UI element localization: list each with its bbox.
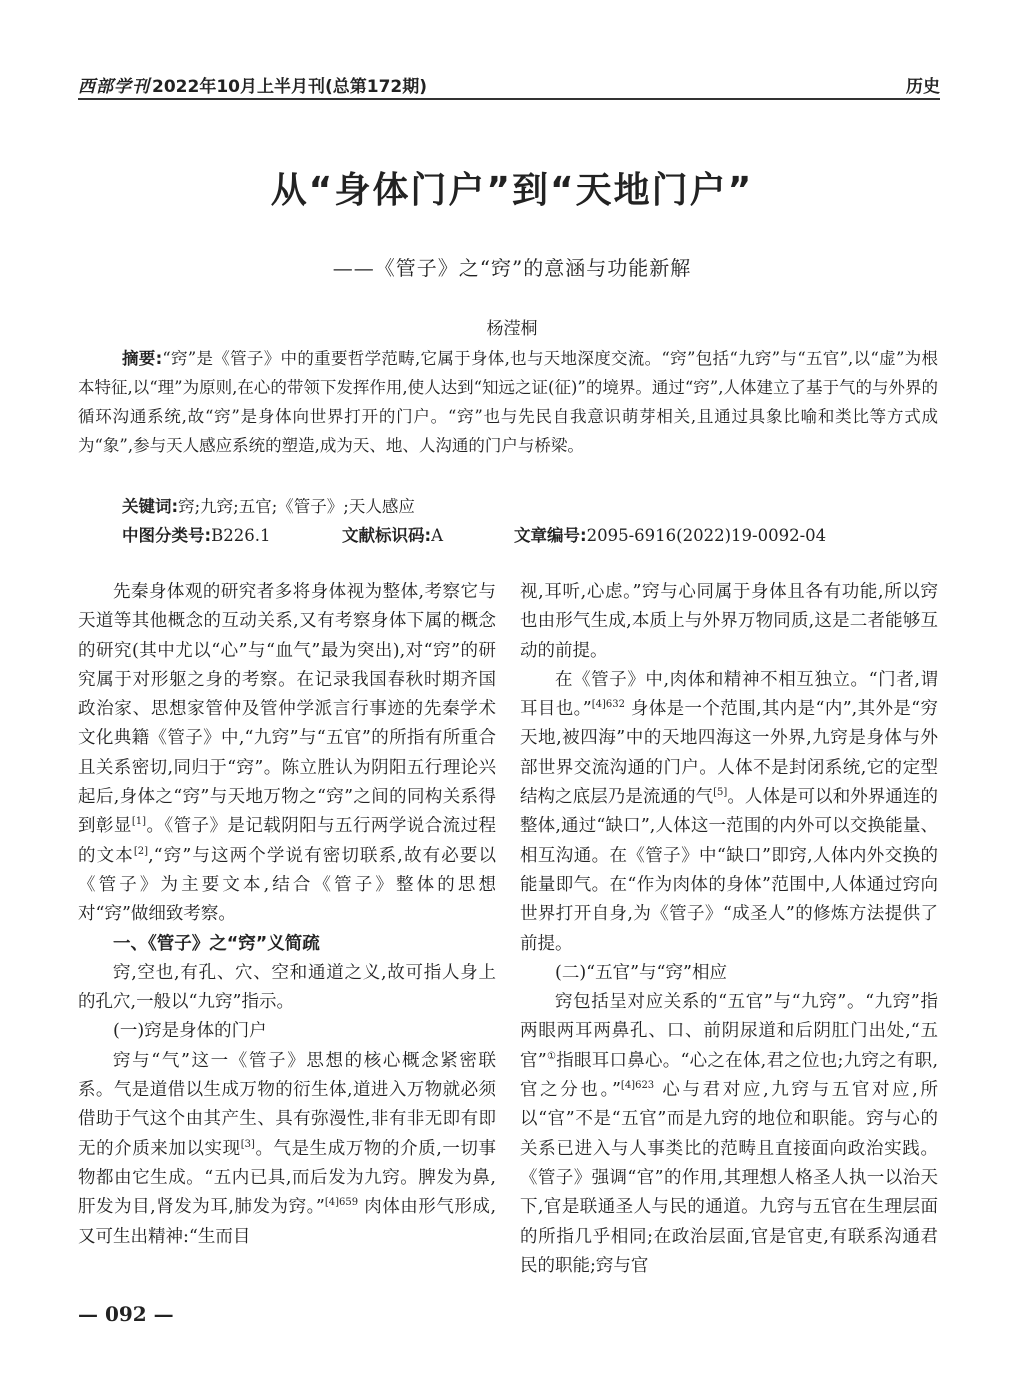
keywords-label: 关键词: (122, 497, 179, 516)
journal-logo: 西部学刊 (78, 77, 150, 97)
section-label: 历史 (906, 77, 940, 97)
left-column (78, 578, 496, 1252)
paragraph: 窍包括呈对应关系的“五官”与“九窍”。“九窍”指两眼两耳两鼻孔、口、前阴尿道和后阴肛门出处,“五官”①指眼耳口鼻心。“心之在体,君之位也;九窍之有职,官之分也。”$^{[4]623}$ 心与君对应,九窍与五官对应,所以“官”不是“五官”而是九窍的地位和职能。窍与心的关系已进入与人事类比的范畴且直接面向政治实践。《管子》强调“官”的作用,其理想人格圣人执一以治天下,官是联通圣人与民的通道。九窍与五官在生理层面的所指几乎相同;在政治层面,官是官吏,有联系沟通君民的职能;窍与官 (520, 992, 939, 1276)
citation: [2] (133, 845, 149, 857)
keywords-text: 窍;九窍;五官;《管子》;天人感应 (178, 497, 415, 516)
abstract-label: 摘要: (122, 349, 163, 368)
article-number-label: 文章编号: (514, 526, 587, 545)
journal-issue (78, 72, 427, 97)
doc-code-label: 文献标识码: (342, 526, 432, 545)
citation: [4]632 (591, 699, 625, 711)
citation: [1] (131, 816, 146, 828)
citation: [4]623 (620, 1080, 655, 1092)
doc-code-value: A (431, 526, 444, 545)
subsection-heading: (一)窍是身体的门户 (113, 1021, 267, 1042)
footnote-marker: ① (546, 1050, 557, 1062)
clc-label: 中图分类号: (122, 526, 212, 545)
paragraph: 先秦身体观的研究者多将身体视为整体,考察它与天道等其他概念的互动关系,又有考察身体下属的概念的研究(其中尤以“心”与“血气”最为突出),对“窍”的研究属于对形躯之身的考察。在记录我国春秋时期齐国政治家、思想家管仲及管仲学派言行事迹的先秦学术文化典籍《管子》中,“九窍”与“五官”的所指有所重合且关系密切,同归于“窍”。陈立胜认为阴阳五行理论兴起后,身体之“窍”与天地万物之“窍”之间的同构关系得到彰显[1]。《管子》是记载阴阳与五行两学说合流过程的文本[2],“窍”与这两个学说有密切联系,故有必要以《管子》为主要文本,结合《管子》整体的思想对“窍”做细致考察。 (78, 582, 497, 925)
paragraph: 窍,空也,有孔、穴、空和通道之义,故可指人身上的孔穴,一般以“九窍”指示。 (78, 962, 496, 1013)
abstract (78, 344, 938, 460)
citation: [5] (713, 787, 728, 799)
section-heading: 一、《管子》之“窍”义简疏 (113, 933, 320, 954)
citation: [3] (240, 1138, 255, 1150)
paragraph: 在《管子》中,肉体和精神不相互独立。“门者,谓耳目也。”$^{[4]632}$ 身体是一个范围,其内是“内”,其外是“穷天地,被四海”中的天地四海这一外界,九窍是身体与外部世界交流沟通的门户。人体不是封闭系统,它的定型结构之底层乃是流通的气[5]。人体是可以和外界通连的整体,通过“缺口”,人体这一范围的内外可以交换能量、相互沟通。在《管子》中“缺口”即窍,人体内外交换的能量即气。在“作为肉体的身体”范围中,人体通过窍向世界打开自身,为《管子》“成圣人”的修炼方法提供了前提。 (520, 669, 939, 954)
issue-label: 2022年10月上半月刊(总第172期) (152, 77, 427, 97)
article-title: 从“身体门户”到“天地门户” (270, 170, 754, 211)
running-header (78, 72, 940, 100)
abstract-text: “窍”是《管子》中的重要哲学范畴,它属于身体,也与天地深度交流。“窍”包括“九窍”与“五官”,以“虚”为根本特征,以“理”为原则,在心的带领下发挥作用,使人达到“知远之证(征)”的境界。通过“窍”,人体建立了基于气的与外界的循环沟通系统,故“窍”是身体向世界打开的门户。“窍”也与先民自我意识萌芽相关,且通过具象比喻和类比等方式成为“象”,参与天人感应系统的塑造,成为天、地、人沟通的门户与桥梁。 (78, 349, 938, 455)
page-number: — 092 — (78, 1302, 174, 1326)
clc-value: B226.1 (211, 526, 271, 545)
classification-line (122, 522, 942, 546)
subsection-heading: (二)“五官”与“窍”相应 (555, 962, 727, 983)
citation: [4]659 (324, 1197, 359, 1209)
paragraph: 视,耳听,心虑。”窍与心同属于身体且各有功能,所以窍也由形气生成,本质上与外界万物同质,这是二者能够互动的前提。 (520, 582, 938, 661)
keywords (122, 493, 415, 517)
author-name: 杨滢桐 (486, 319, 538, 339)
article-number-value: 2095-6916(2022)19-0092-04 (586, 526, 827, 545)
article-subtitle: ——《管子》之“窍”的意涵与功能新解 (332, 256, 692, 280)
right-column (520, 578, 938, 1281)
paragraph: 窍与“气”这一《管子》思想的核心概念紧密联系。气是道借以生成万物的衍生体,道进入万物就必须借助于气这个由其产生、具有弥漫性,非有非无即有即无的介质来加以实现[3]。气是生成万物的介质,一切事物都由它生成。“五内已具,而后发为九窍。脾发为鼻,肝发为目,肾发为耳,肺发为窍。”$^{[4]659}$ 肉体由形气形成,又可生出精神:“生而目 (78, 1050, 497, 1247)
